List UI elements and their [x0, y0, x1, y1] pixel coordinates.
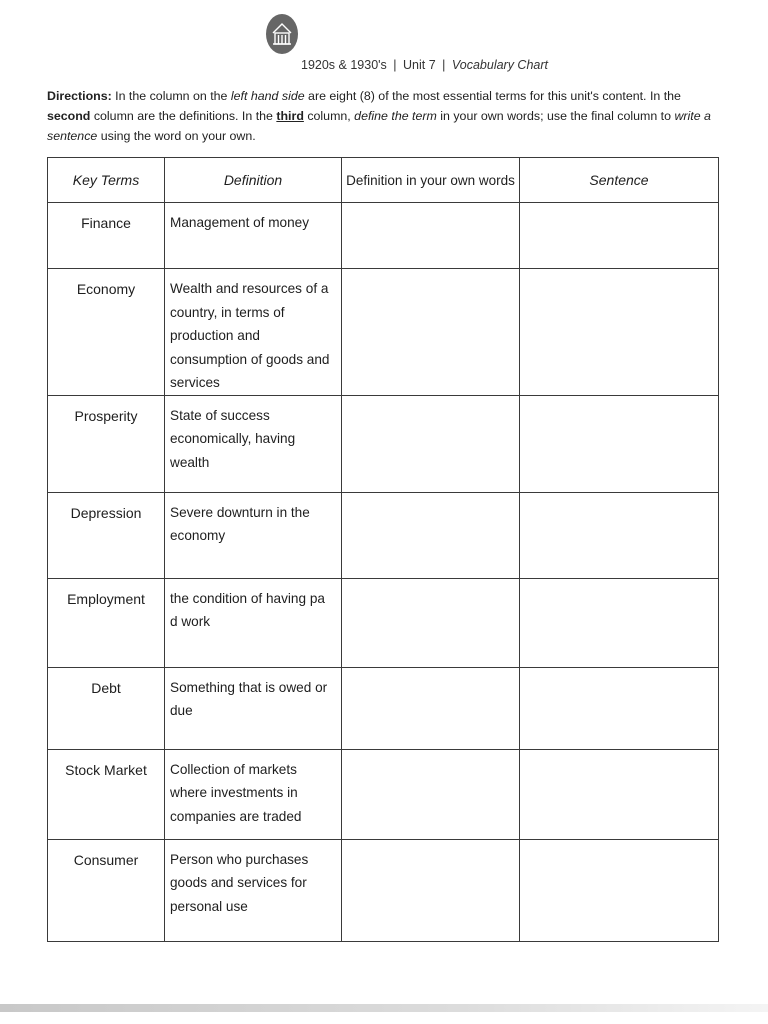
header-chart-name: Vocabulary Chart	[451, 58, 549, 72]
definition-cell: Severe downturn in the economy	[165, 492, 342, 578]
table-row	[48, 749, 719, 839]
sentence-cell[interactable]	[520, 667, 719, 749]
term-cell: Finance	[48, 203, 165, 269]
directions-emphasis: define the term	[354, 109, 437, 123]
definition-cell: State of success economically, having wealth	[165, 395, 342, 492]
table-row	[48, 667, 719, 749]
definition-cell: Management of money	[165, 203, 342, 269]
definition-cell: Wealth and resources of a country, in terms of production and consumption of goods and services	[165, 269, 342, 396]
sentence-cell[interactable]	[520, 578, 719, 667]
term-cell: Consumer	[48, 839, 165, 941]
definition-cell: Collection of markets where investments in companies are traded	[165, 749, 342, 839]
definition-cell: Person who purchases goods and services for personal use	[165, 839, 342, 941]
own-words-cell[interactable]	[342, 203, 520, 269]
own-words-cell[interactable]	[342, 839, 520, 941]
own-words-cell[interactable]	[342, 269, 520, 396]
header-key-terms: Key Terms	[48, 158, 165, 203]
page-edge-shadow	[0, 1004, 768, 1012]
directions-label: Directions:	[47, 89, 112, 103]
sentence-cell[interactable]	[520, 749, 719, 839]
own-words-cell[interactable]	[342, 749, 520, 839]
directions-emphasis: third	[276, 109, 304, 123]
term-cell: Debt	[48, 667, 165, 749]
table-header-row	[48, 158, 719, 203]
own-words-cell[interactable]	[342, 667, 520, 749]
term-cell: Prosperity	[48, 395, 165, 492]
term-cell: Employment	[48, 578, 165, 667]
table-row	[48, 839, 719, 941]
table-row	[48, 395, 719, 492]
own-words-cell[interactable]	[342, 578, 520, 667]
table-row	[48, 578, 719, 667]
directions-text: are eight (8) of the most essential terms for this unit's content. In the	[304, 89, 681, 103]
table-row	[48, 492, 719, 578]
school-building-icon	[266, 14, 298, 54]
own-words-cell[interactable]	[342, 492, 520, 578]
directions-emphasis: second	[47, 109, 91, 123]
header-era: 1920s & 1930's	[301, 58, 387, 72]
page-header	[301, 58, 548, 72]
table-row	[48, 203, 719, 269]
directions-text: using the word on your own.	[97, 129, 256, 143]
sentence-cell[interactable]	[520, 492, 719, 578]
directions-text: in your own words; use the final column to	[436, 109, 675, 123]
own-words-cell[interactable]	[342, 395, 520, 492]
header-separator: |	[393, 58, 397, 72]
sentence-cell[interactable]	[520, 203, 719, 269]
sentence-cell[interactable]	[520, 395, 719, 492]
header-sentence: Sentence	[520, 158, 719, 203]
term-cell: Economy	[48, 269, 165, 396]
header-unit: Unit 7	[403, 58, 436, 72]
table-row	[48, 269, 719, 396]
vocabulary-table	[47, 157, 719, 942]
sentence-cell[interactable]	[520, 839, 719, 941]
directions-paragraph	[47, 86, 727, 146]
directions-emphasis: left hand side	[230, 89, 305, 103]
sentence-cell[interactable]	[520, 269, 719, 396]
definition-cell: the condition of having pa d work	[165, 578, 342, 667]
header-definition: Definition	[165, 158, 342, 203]
header-own-words: Definition in your own words	[342, 158, 520, 203]
term-cell: Stock Market	[48, 749, 165, 839]
directions-emphasis: write a sentence	[47, 109, 711, 143]
term-cell: Depression	[48, 492, 165, 578]
directions-text: column,	[303, 109, 355, 123]
directions-text: In the column on the	[111, 89, 231, 103]
header-separator: |	[442, 58, 446, 72]
definition-cell: Something that is owed or due	[165, 667, 342, 749]
directions-text: column are the definitions. In the	[90, 109, 277, 123]
